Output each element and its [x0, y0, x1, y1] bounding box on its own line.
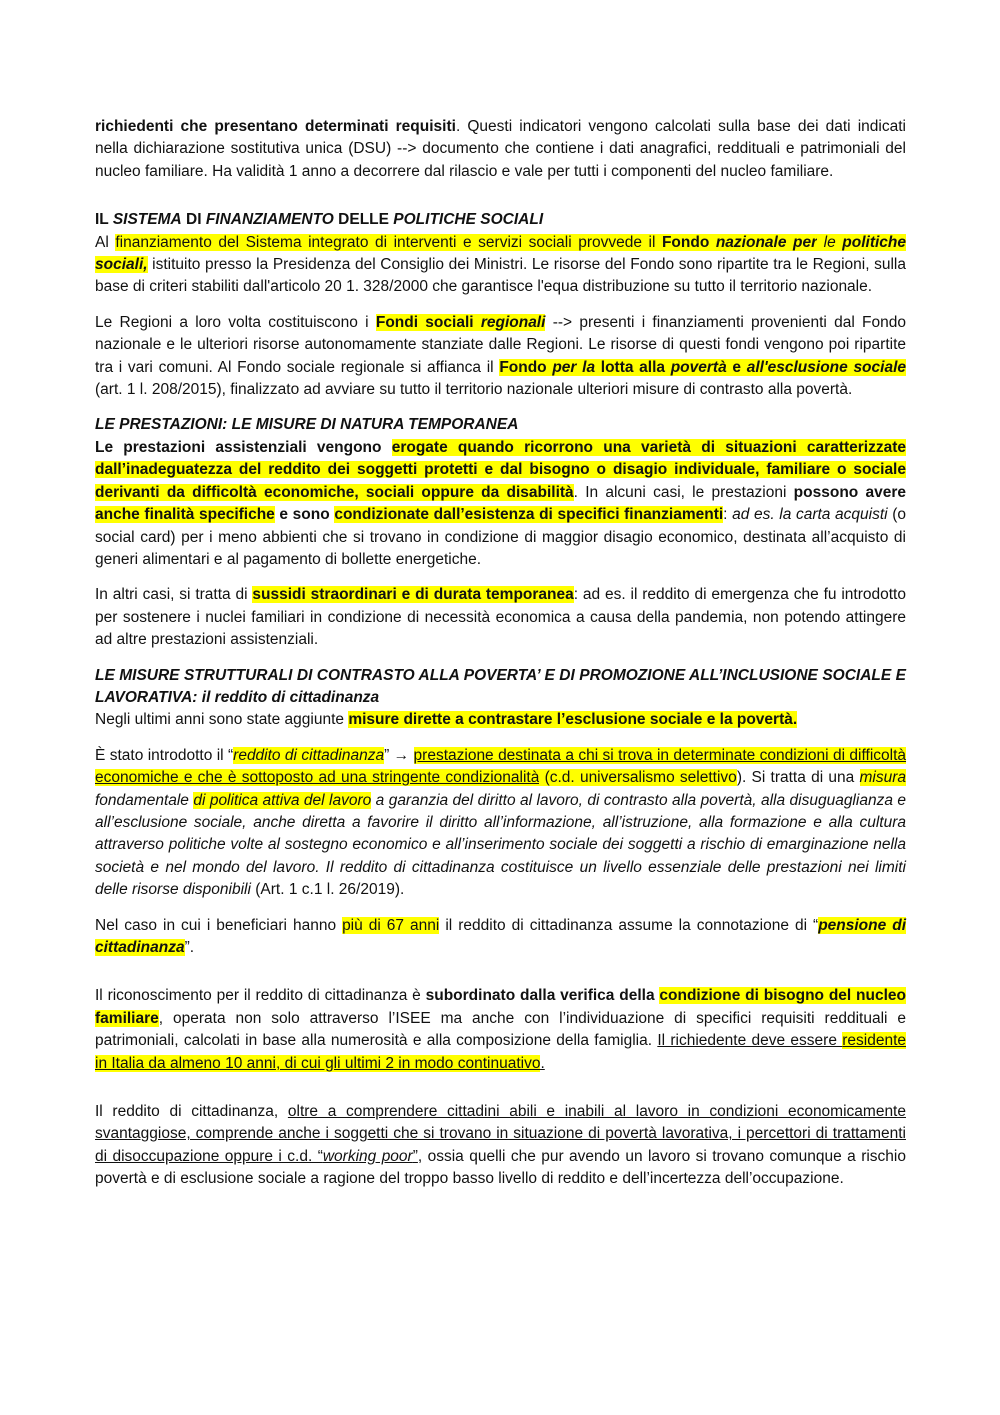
highlighted-text: all'esclusione sociale: [746, 358, 907, 376]
italic-text: ad es. la carta acquisti: [732, 506, 888, 524]
highlighted-underlined-text: residente in Italia da almeno 10 anni, di cui gli ultimi 2 in modo continuativo: [95, 1032, 907, 1072]
text-span: . Questi indicatori vengono calcolati sulla base dei dati indicati nella dichiarazione sostitutiva unica (DSU) --> documento che contiene i dati anagrafici, reddituali e patrimoniali del nucleo familiare. Ha validità 1 anno a decorrere dal rilascio e vale per tutti i componenti del nucleo familiare.: [95, 118, 906, 180]
paragraph-pensione: [95, 915, 906, 960]
paragraph-ultimi-anni: [95, 709, 906, 731]
text-span: ). Si tratta di una: [736, 769, 860, 787]
underlined-text: oltre a comprendere cittadini abili e inabili al lavoro in condizioni economicamente svantaggiose, comprende anche i soggetti che si trovano in situazione di povertà lavorativa, i percettori di trattamenti di disoccupazione oppure i c.d. “: [95, 1103, 906, 1165]
highlighted-text: regionali: [480, 313, 546, 331]
underlined-text: .: [540, 1054, 545, 1072]
text-span: (Art. 1 c.1 l. 26/2019).: [250, 881, 405, 899]
text-span: Al: [95, 233, 116, 251]
text-span: Le Regioni a loro volta costituiscono i: [95, 313, 376, 331]
highlighted-text: più di 67 anni: [342, 916, 440, 934]
heading-misure-strutturali: LE MISURE STRUTTURALI DI CONTRASTO ALLA POVERTA’ E DI PROMOZIONE ALL’INCLUSIONE SOCIALE E LAVORATIVA: il reddito di cittadinanza: [95, 666, 906, 706]
paragraph-sussidi: [95, 584, 906, 651]
text-span: ”.: [184, 939, 195, 956]
paragraph-dsu: [95, 116, 906, 183]
heading-prestazioni: LE PRESTAZIONI: LE MISURE DI NATURA TEMPORANEA: [95, 416, 519, 434]
bold-text: Le prestazioni assistenziali vengono: [95, 438, 392, 456]
highlighted-text: condizione di bisogno del nucleo familiare: [95, 987, 906, 1027]
highlighted-text: per la: [552, 358, 596, 376]
highlighted-text: Fondi sociali: [375, 313, 481, 331]
paragraph-fondo-nazionale: [95, 232, 906, 299]
highlighted-text: finanziamento del Sistema integrato di interventi e servizi sociali provvede il: [115, 233, 662, 251]
highlighted-text: sussidi straordinari e di durata temporanea: [252, 586, 574, 604]
paragraph-working-poor: [95, 1101, 906, 1191]
heading-part: IL: [95, 211, 113, 229]
italic-text: fondamentale: [95, 791, 194, 809]
highlighted-text: pensione di cittadinanza: [95, 916, 906, 956]
text-span: il reddito di cittadinanza assume la connotazione di “: [439, 916, 819, 934]
paragraph-fondi-regionali: [95, 312, 906, 402]
highlighted-text: lotta alla: [595, 358, 671, 376]
text-span: (o social card) per i meno abbienti che si trovano in condizione di maggior disagio economico, destinata all’acquisto di generi alimentari e al pagamento di bollette energetiche.: [95, 506, 906, 568]
text-span: . In alcuni casi, le prestazioni: [573, 483, 794, 501]
text-span: Il riconoscimento per il reddito di cittadinanza è: [95, 987, 426, 1005]
highlighted-text: e: [726, 358, 747, 376]
heading-sistema-finanziamento: [95, 209, 906, 231]
bold-text: richiedenti che presentano determinati requisiti: [95, 118, 456, 135]
heading-part: POLITICHE SOCIALI: [393, 211, 544, 229]
text-span: :: [723, 506, 733, 524]
text-span: , ossia quelli che pur avendo un lavoro si trovano comunque a rischio povertà e di esclusione sociale a ragione del troppo basso livello di reddito e dell’incertezza dell’occupazione.: [95, 1147, 906, 1188]
highlighted-text: (c.d. universalismo selettivo: [539, 769, 737, 787]
text-span: Negli ultimi anni sono state aggiunte: [95, 711, 349, 729]
highlighted-text: di politica attiva del lavoro: [193, 791, 372, 809]
heading-part: FINANZIAMENTO: [205, 211, 334, 229]
highlighted-text: misura: [859, 769, 907, 787]
text-span: --> presenti i finanziamenti provenienti dal Fondo nazionale e le ulteriori risorse autonomamente stanziate dalle Regioni. Le risorse di questi fondi vengono poi ripartite tra i vari comuni. Al Fondo sociale regionale si affianca il: [95, 313, 906, 376]
highlighted-text: Fondo: [661, 233, 716, 251]
text-span: Nel caso in cui i beneficiari hanno: [95, 916, 343, 934]
underlined-italic-text: working poor: [322, 1147, 413, 1165]
text-span: ” →: [384, 746, 414, 764]
highlighted-text: le: [817, 233, 843, 251]
italic-text: a garanzia del diritto al lavoro, di contrasto alla povertà, alla disuguaglianza e all’esclusione sociale, anche diretta a favorire il diritto all’informazione, all’istruzione, alla formazione e alla cultura attraverso politiche volte al sostegno economico e all’inserimento sociale dei soggetti a rischio di emarginazione nella società e nel mondo del lavoro. Il reddito di cittadinanza costituisce un livello essenziale delle prestazioni nei limiti delle risorse disponibili: [95, 791, 906, 899]
text-span: In altri casi, si tratta di: [95, 586, 253, 604]
document-page: [95, 116, 906, 1191]
text-span: (art. 1 l. 208/2015), finalizzato ad avviare su tutto il territorio nazionale ulteriori misure di contrasto alla povertà.: [95, 381, 853, 399]
underlined-text: ”: [412, 1147, 418, 1165]
highlighted-text: povertà: [670, 358, 727, 376]
text-span: È stato introdotto il “: [95, 746, 234, 764]
highlighted-text: nazionale per: [715, 233, 818, 251]
highlighted-text: anche finalità specifiche: [95, 506, 275, 524]
text-span: istituito presso la Presidenza del Consiglio dei Ministri. Le risorse del Fondo sono ripartite tra le Regioni, sulla base di criteri stabiliti dall'articolo 20 1. 328/2000 che garantisce l'equa distribuzione su tutto il territorio nazionale.: [95, 256, 906, 296]
heading-part: DELLE: [333, 211, 394, 229]
highlighted-text: Fondo: [499, 358, 553, 376]
paragraph-prestazioni: [95, 437, 906, 571]
bold-text: subordinato dalla verifica della: [425, 987, 660, 1005]
heading-part: DI: [181, 211, 206, 229]
highlighted-text: politiche sociali,: [95, 233, 907, 274]
text-span: , operata non solo attraverso l’ISEE ma anche con l’individuazione di specifici requisiti reddituali e patrimoniali, calcolati in base alla numerosità e alla composizione della famiglia.: [95, 1009, 906, 1050]
bold-text: e sono: [274, 506, 335, 524]
highlighted-underlined-text: prestazione destinata a chi si trova in determinate condizioni di difficoltà economiche e che è sottoposto ad una stringente condizionalità: [95, 746, 907, 787]
heading-part: SISTEMA: [112, 211, 182, 229]
underlined-text: Il richiedente deve essere: [657, 1032, 843, 1050]
highlighted-text: reddito di cittadinanza: [233, 746, 385, 764]
text-span: Il reddito di cittadinanza,: [95, 1103, 288, 1121]
paragraph-riconoscimento: [95, 985, 906, 1075]
paragraph-reddito-cittadinanza: [95, 745, 906, 902]
bold-text: possono avere: [793, 483, 906, 501]
highlighted-text: erogate quando ricorrono una varietà di situazioni caratterizzate dall’inadeguatezza del reddito dei soggetti protetti e dal bisogno o disagio individuale, familiare o sociale derivanti da difficoltà economiche, sociali oppure da disabilità: [95, 438, 906, 501]
highlighted-text: condizionate dall’esistenza di specifici finanziamenti: [334, 506, 724, 524]
highlighted-text: misure dirette a contrastare l’esclusione sociale e la povertà.: [348, 711, 798, 729]
text-span: : ad es. il reddito di emergenza che fu introdotto per sostenere i nuclei familiari in condizione di necessità economica a causa della pandemia, non potendo attingere ad altre prestazioni assistenziali.: [95, 586, 906, 649]
